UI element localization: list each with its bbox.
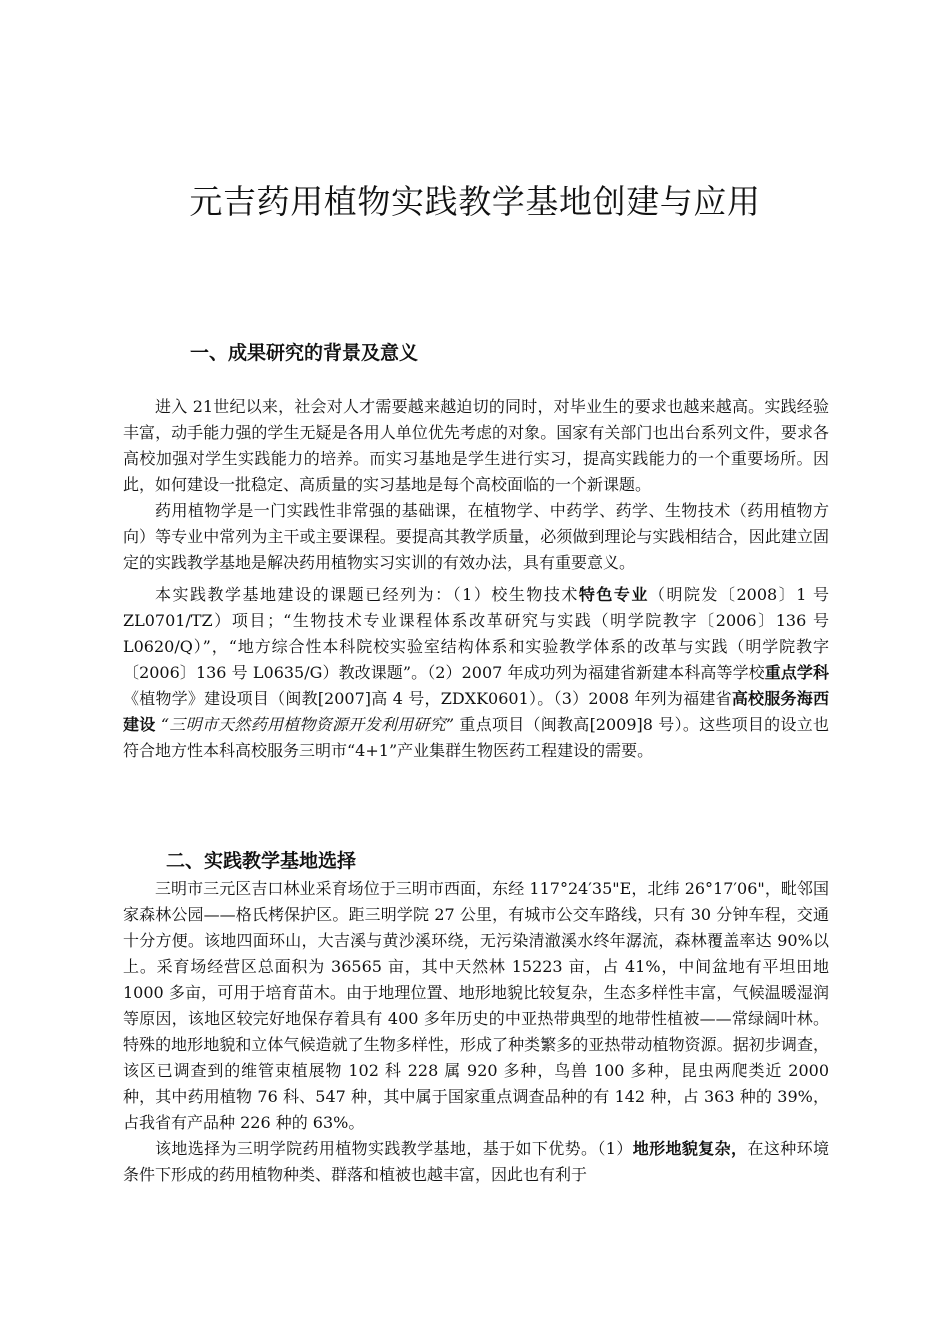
document-title: 元吉药用植物实践教学基地创建与应用	[189, 182, 761, 221]
emphasis-special-major: 特色专业	[578, 585, 649, 604]
section-2-heading: 二、实践教学基地选择	[166, 850, 357, 872]
section-1-paragraph-3	[123, 582, 829, 764]
paragraph-text: 重点项目（闽教高[2009]8 号）。这些项目的设立也符合地方性本科高校服务三明市“4+1”产业集群生物医药工程建设的需要。	[123, 715, 829, 760]
paragraph-text: （明院发〔2008〕1 号 ZL0701/TZ）项目；“生物技术专业课程体系改革研究与实践（明学院教字〔2006〕136 号 L0620/Q）”，“地方综合性本科院校实验室结构体系和实验教学体系的改革与实践（明学院教字〔2006〕136 号 L0635/G）教改课题”。（2）2007 年成功列为福建省新建本科高等学校	[123, 585, 829, 682]
emphasis-complex-terrain: 地形地貌复杂，	[632, 1139, 748, 1158]
section-1-paragraph-1: 进入 21世纪以来，社会对人才需要越来越迫切的同时，对毕业生的要求也越来越高。实践经验丰富，动手能力强的学生无疑是各用人单位优先考虑的对象。国家有关部门也出台系列文件，要求各高校加强对学生实践能力的培养。而实习基地是学生进行实习，提高实践能力的一个重要场所。因此，如何建设一批稳定、高质量的实习基地是每个高校面临的一个新课题。	[123, 397, 829, 494]
section-1-body	[123, 394, 829, 764]
emphasis-haixi-service: 高校服务海西建设	[123, 689, 829, 734]
project-title-quote: “三明市天然药用植物资源开发利用研究”	[160, 715, 455, 734]
emphasis-key-discipline: 重点学科	[764, 663, 829, 682]
paragraph-text: 本实践教学基地建设的课题已经列为：（1）校生物技术	[155, 585, 579, 604]
section-2-paragraph-2	[123, 1136, 829, 1188]
paragraph-text: 该地选择为三明学院药用植物实践教学基地，基于如下优势。（1）	[155, 1139, 633, 1158]
section-2-paragraph-1: 三明市三元区吉口林业采育场位于三明市西面，东经 117°24′35"E，北纬 26°17′06"，毗邻国家森林公园——格氏栲保护区。距三明学院 27 公里，有城市公交车路线，只有 30 分钟车程，交通十分方便。该地四面环山，大吉溪与黄沙溪环绕，无污染清澈溪水终年潺流，森林覆盖率达 90%以上。采育场经营区总面积为 36565 亩，其中天然林 15223 亩，占 41%，中间盆地有平坦田地 1000 多亩，可用于培育苗木。由于地理位置、地形地貌比较复杂，生态多样性丰富，气候温暖湿润等原因，该地区较完好地保存着具有 400 多年历史的中亚热带典型的地带性植被——常绿阔叶林。特殊的地形地貌和立体气候造就了生物多样性，形成了种类繁多的亚热带动植物资源。据初步调查，该区已调查到的维管束植展物 102 科 228 属 920 多种，鸟兽 100 多种，昆虫两爬类近 2000 种，其中药用植物 76 科、547 种，其中属于国家重点调查品种的有 142 种，占 363 种的 39%，占我省有产品种 226 种的 63%。	[123, 879, 829, 1132]
section-1-heading: 一、成果研究的背景及意义	[190, 342, 419, 364]
section-1-paragraph-2: 药用植物学是一门实践性非常强的基础课，在植物学、中药学、药学、生物技术（药用植物方向）等专业中常列为主干或主要课程。要提高其教学质量，必须做到理论与实践相结合，因此建立固定的实践教学基地是解决药用植物实习实训的有效办法，具有重要意义。	[123, 501, 829, 572]
section-2-body	[123, 876, 829, 1188]
paragraph-text: 在这种环境条件下形成的药用植物种类、群落和植被也越丰富，因此也有利于	[123, 1139, 829, 1184]
paragraph-text: 《植物学》建设项目（闽教[2007]高 4 号，ZDXK0601）。（3）2008 年列为福建省	[123, 689, 732, 708]
